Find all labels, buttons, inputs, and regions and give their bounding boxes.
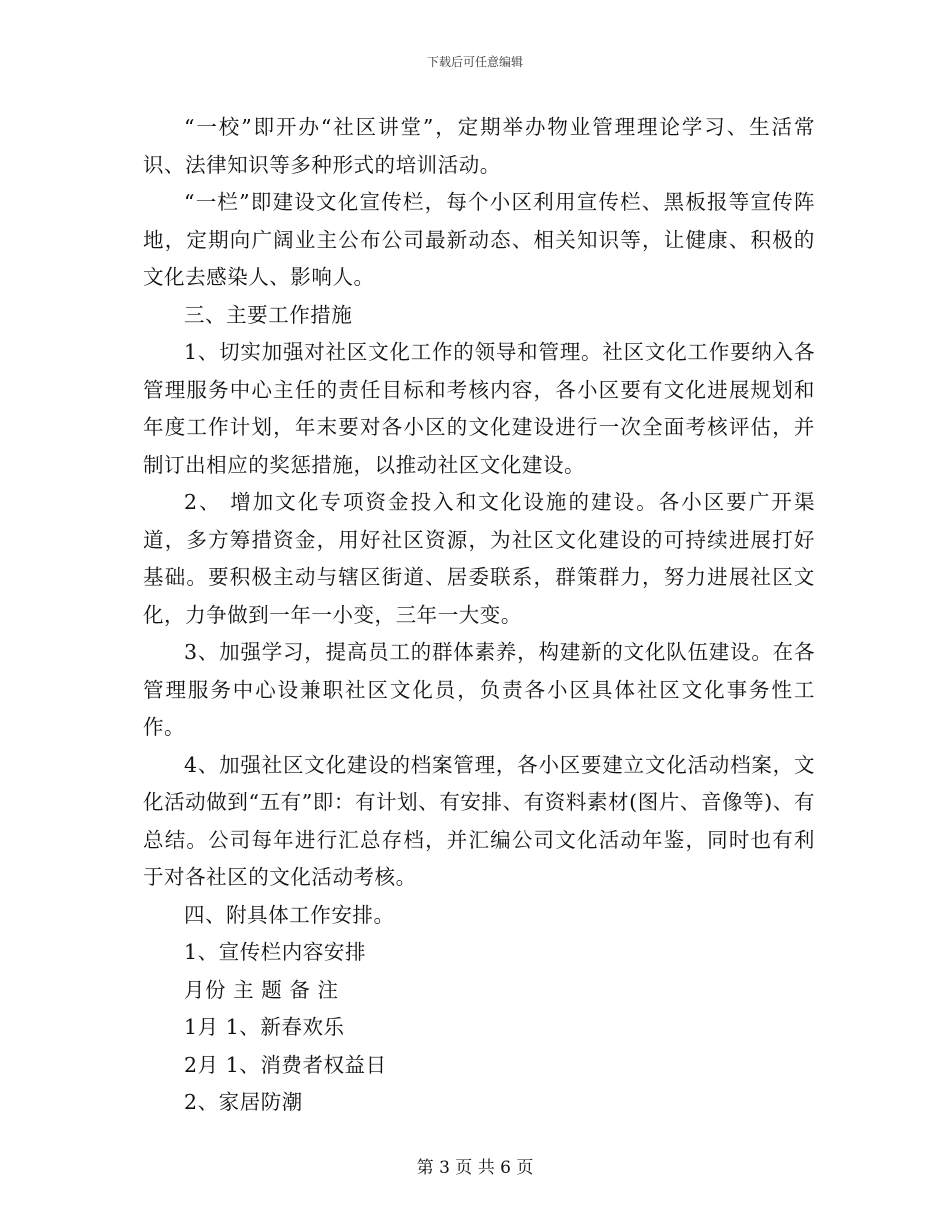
paragraph-yilan: “一栏”即建设文化宣传栏，每个小区利用宣传栏、黑板报等宣传阵地，定期向广阔业主公布公司最新动态、相关知识等，让健康、积极的文化去感染人、影响人。 [143, 190, 815, 289]
measure-item-4: 4、加强社区文化建设的档案管理，各小区要建立文化活动档案，文化活动做到“五有”即：有计划、有安排、有资料素材(图片、音像等)、有总结。公司每年进行汇总存档，并汇编公司文化活动年鉴，同时也有利于对各社区的文化活动考核。 [143, 752, 815, 889]
page-number: 第 3 页 共 6 页 [416, 1158, 534, 1178]
subheading-bulletin: 1、宣传栏内容安排 [184, 940, 366, 964]
measure-item-2: 2、 增加文化专项资金投入和文化设施的建设。各小区要广开渠道，多方筹措资金，用好社区资源，为社区文化建设的可持续进展打好基础。要积极主动与辖区街道、居委联系，群策群力，努力进展社区文化，力争做到一年一小变，三年一大变。 [143, 490, 815, 627]
document-body [143, 109, 815, 1122]
schedule-row-february: 2月 1、消费者权益日 [184, 1052, 387, 1077]
paragraph-yixiao: “一校”即开办“社区讲堂”，定期举办物业管理理论学习、生活常识、法律知识等多种形式的培训活动。 [143, 115, 815, 177]
page-header: 下载后可任意编辑 [426, 55, 523, 69]
measure-item-1: 1、切实加强对社区文化工作的领导和管理。社区文化工作要纳入各管理服务中心主任的责任目标和考核内容，各小区要有文化进展规划和年度工作计划，年末要对各小区的文化建设进行一次全面考核评估，并制订出相应的奖惩措施，以推动社区文化建设。 [143, 340, 815, 477]
section-heading-schedule: 四、附具体工作安排。 [184, 902, 395, 927]
measure-item-3: 3、加强学习，提高员工的群体素养，构建新的文化队伍建设。在各管理服务中心设兼职社区文化员，负责各小区具体社区文化事务性工作。 [143, 640, 815, 739]
section-heading-measures: 三、主要工作措施 [184, 302, 353, 327]
schedule-table-header: 月份 主 题 备 注 [184, 977, 339, 1002]
schedule-row-february-item-2: 2、家居防潮 [184, 1090, 303, 1114]
schedule-row-january: 1月 1、新春欢乐 [184, 1015, 345, 1039]
